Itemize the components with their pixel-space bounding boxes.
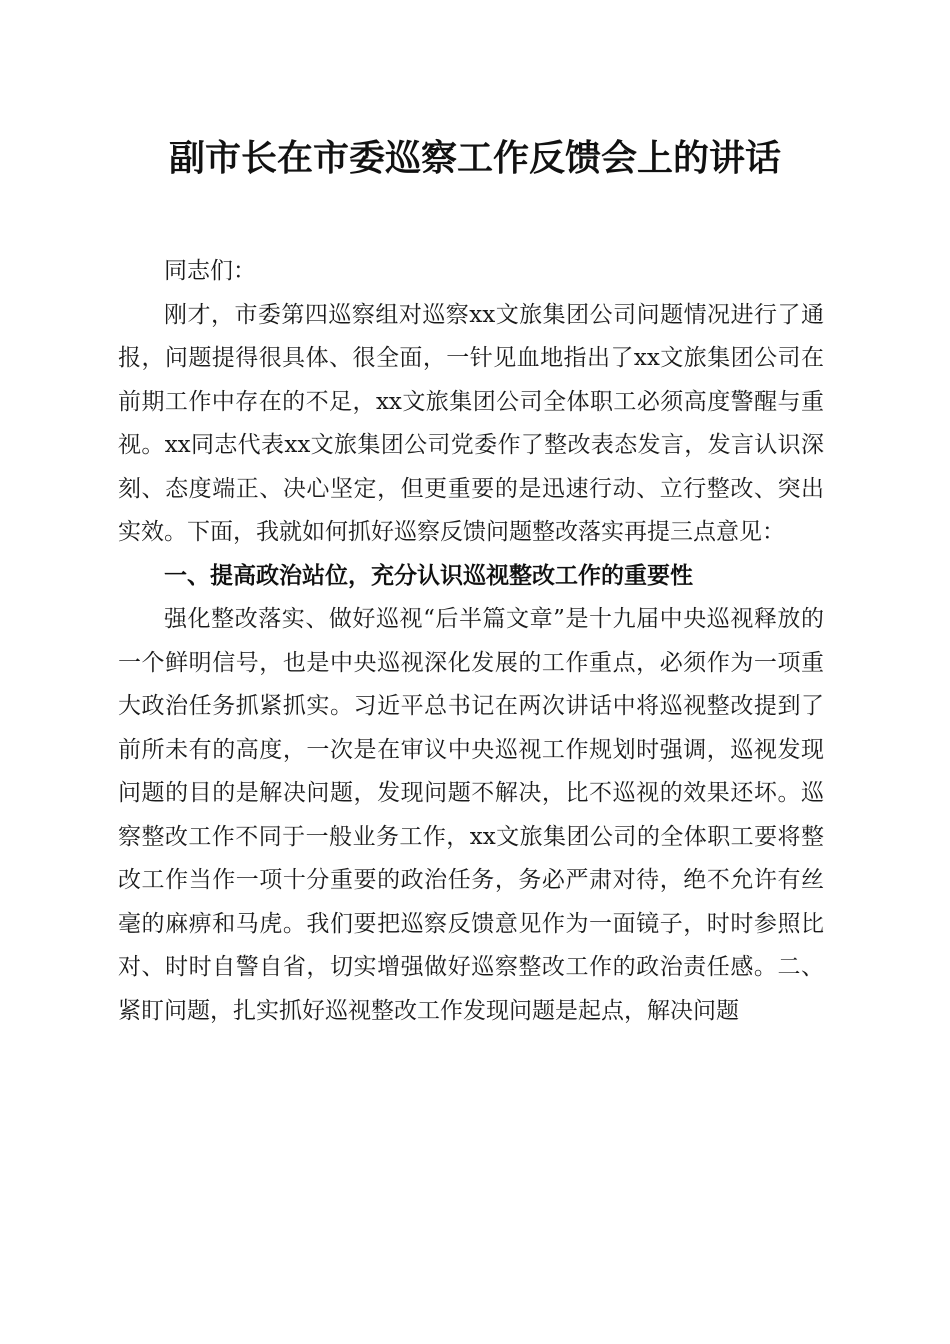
document-body: [118, 250, 824, 1033]
section-paragraph-1: 强化整改落实、做好巡视“后半篇文章”是十九届中央巡视释放的一个鲜明信号，也是中央巡视深化发展的工作重点，必须作为一项重大政治任务抓紧抓实。习近平总书记在两次讲话中将巡视整改提到了前所未有的高度，一次是在审议中央巡视工作规划时强调，巡视发现问题的目的是解决问题，发现问题不解决，比不巡视的效果还坏。巡察整改工作不同于一般业务工作，xx文旅集团公司的全体职工要将整改工作当作一项十分重要的政治任务，务必严肃对待，绝不允许有丝毫的麻痹和马虎。我们要把巡察反馈意见作为一面镜子，时时参照比对、时时自警自省，切实增强做好巡察整改工作的政治责任感。二、紧盯问题，扎实抓好巡视整改工作发现问题是起点，解决问题: [118, 606, 824, 1024]
salutation: 同志们：: [164, 258, 256, 284]
document-title: 副市长在市委巡察工作反馈会上的讲话: [168, 137, 781, 179]
opening-paragraph: 刚才，市委第四巡察组对巡察xx文旅集团公司问题情况进行了通报，问题提得很具体、很全面，一针见血地指出了xx文旅集团公司在前期工作中存在的不足，xx文旅集团公司全体职工必须高度警醒与重视。xx同志代表xx文旅集团公司党委作了整改表态发言，发言认识深刻、态度端正、决心坚定，但更重要的是迅速行动、立行整改、突出实效。下面，我就如何抓好巡察反馈问题整改落实再提三点意见：: [118, 301, 824, 545]
section-heading-1: 一、提高政治站位，充分认识巡视整改工作的重要性: [164, 562, 693, 589]
